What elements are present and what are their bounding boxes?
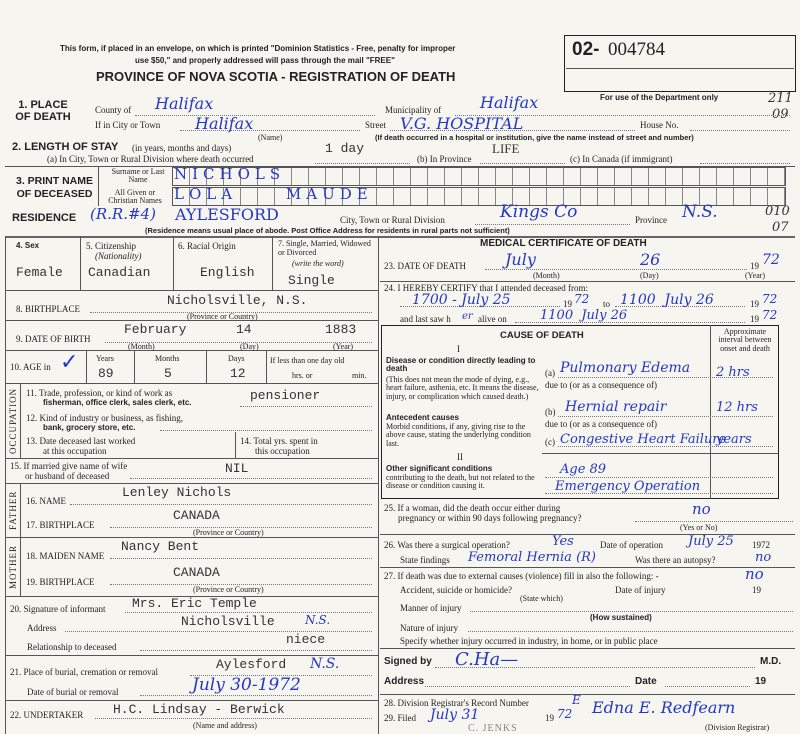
death-month: July <box>505 250 536 269</box>
pregnancy-label: 25. If a woman, did the death occur either during <box>384 503 561 513</box>
length-of-stay-label: 2. LENGTH OF STAY <box>12 141 119 153</box>
interval-label: Approximate interval between onset and death <box>718 327 772 353</box>
year-hint: (Year) <box>745 271 766 280</box>
other-condition-1: Age 89 <box>560 462 607 477</box>
municipality-label: Municipality of <box>385 105 442 115</box>
birthplace-value: Nicholsville, N.S. <box>167 293 308 308</box>
manner-label: Manner of injury <box>400 603 462 613</box>
part-two-label: II <box>457 452 463 462</box>
total-years-label: 14. Total yrs. spent in <box>240 436 318 446</box>
findings-label: State findings <box>400 555 450 565</box>
last-worked-label: 13. Date deceased last worked <box>26 436 136 446</box>
residence-hint: (Residence means usual place of abode. Post Office Address for residents in rural parts not sufficient) <box>145 226 510 235</box>
last-saw-pronoun: er <box>462 311 473 322</box>
mother-birthplace: CANADA <box>173 565 220 580</box>
margin-code: 010 <box>765 204 790 219</box>
registration-prefix: 02- <box>572 39 600 60</box>
informant-address: Nicholsville <box>181 614 275 629</box>
due-to-label: due to (or as a consequence of) <box>545 380 657 390</box>
birthplace-label: 8. BIRTHPLACE <box>16 304 80 314</box>
operation-date-label: Date of operation <box>600 540 663 550</box>
state-which-hint: (State which) <box>520 594 563 603</box>
attended-to-year: 72 <box>762 292 778 306</box>
stay-city-label: (a) In City, Town or Rural Division where death occurred <box>47 154 254 164</box>
month-hint: (Month) <box>128 342 155 351</box>
alive-year: 72 <box>762 308 778 322</box>
pregnancy-label-2: pregnancy or within 90 days following pregnancy? <box>398 513 582 523</box>
marital-status-label: 7. Single, Married, Widowed or Divorced <box>278 239 371 257</box>
due-to-label: due to (or as a consequence of) <box>545 419 657 429</box>
surgery-label: 26. Was there a surgical operation? <box>384 540 510 550</box>
yes-no-hint: (Yes or No) <box>680 523 718 532</box>
nature-label: Nature of injury <box>400 623 458 633</box>
operation-year: 1972 <box>752 540 770 550</box>
county-label: County of <box>95 105 132 115</box>
form-title: PROVINCE OF NOVA SCOTIA - REGISTRATION OF DEATH <box>96 69 456 84</box>
surname-label: Surname or Last Name <box>111 167 165 184</box>
autopsy-value: no <box>755 550 772 565</box>
age-days: 12 <box>230 366 246 381</box>
antecedent-label: Antecedent causes <box>386 413 459 422</box>
hrs-label: hrs. or <box>292 371 313 380</box>
direct-cause-hint: (This does not mean the mode of dying, e.g., heart failure, asthenia, etc. It means the disease, injury, or complication which caused death.) <box>386 375 539 401</box>
year-hint: (Year) <box>333 342 354 351</box>
industry-label: 12. Kind of industry or business, as fishing, <box>26 413 183 423</box>
age-years: 89 <box>98 366 114 381</box>
citizenship-hint: (Nationality) <box>95 251 142 261</box>
length-of-stay-hint: (in years, months and days) <box>132 143 232 153</box>
marital-status-hint: (write the word) <box>292 259 344 268</box>
day-hint: (Day) <box>240 342 259 351</box>
external-causes-value: no <box>745 565 764 583</box>
how-sustained-hint: (How sustained) <box>590 613 652 622</box>
city-value: Halifax <box>195 114 254 133</box>
attended-from: 1700 - July 25 <box>412 292 511 308</box>
external-causes-label: 27. If death was due to external causes (violence) fill in also the following: - <box>384 571 659 581</box>
industry-label-examples: bank, grocery store, etc. <box>43 423 136 432</box>
trade-value: pensioner <box>250 388 321 403</box>
citizenship-label: 5. Citizenship <box>86 241 136 251</box>
attended-to: 1100 July 26 <box>620 292 714 308</box>
mother-maiden-name: Nancy Bent <box>121 539 200 554</box>
pregnancy-value: no <box>692 500 711 518</box>
province-hint: (Province or Country) <box>193 528 264 537</box>
md-label: M.D. <box>760 656 782 667</box>
residence-no: (R.R.#4) <box>90 205 156 223</box>
other-conditions-hint: contributing to the death, but not related to the disease or condition causing it. <box>386 473 535 491</box>
sex-label: 4. Sex <box>16 241 40 250</box>
burial-date: July 30-1972 <box>192 675 301 695</box>
spouse-label: 15. If married give name of wife <box>10 461 128 471</box>
burial-place: Aylesford <box>216 657 287 672</box>
city-label: If in City or Town <box>95 120 161 130</box>
less-than-day-label: If less than one day old <box>270 356 345 365</box>
relationship-value: niece <box>286 632 326 647</box>
accident-label: Accident, suicide or homicide? <box>400 585 512 595</box>
father-name: Lenley Nichols <box>122 485 232 500</box>
specify-label: Specify whether injury occurred in industry, in home, or in public place <box>400 636 658 646</box>
province-hint: (Province or Country) <box>193 585 264 594</box>
spouse-value: NIL <box>225 461 249 476</box>
undertaker-value: H.C. Lindsay - Berwick <box>113 702 285 717</box>
filed-year: 72 <box>557 707 573 721</box>
findings-value: Femoral Hernia (R) <box>468 550 597 565</box>
surname-value: NICHOLS <box>174 165 286 183</box>
racial-origin-label: 6. Racial Origin <box>178 241 236 251</box>
burial-date-label: Date of burial or removal <box>27 687 119 697</box>
father-birthplace-label: 17. BIRTHPLACE <box>26 520 95 530</box>
last-worked-label-2: at this occupation <box>43 446 107 456</box>
physician-signature: C.Ha— <box>455 649 519 670</box>
cause-c-interval: years <box>716 432 752 447</box>
antecedent-hint: Morbid conditions, if any, giving rise to the above cause, stating the underlying condition last. <box>386 422 531 448</box>
other-conditions-label: Other significant conditions <box>386 464 493 473</box>
cause-a-interval: 2 hrs <box>716 365 750 380</box>
cause-c-value: Congestive Heart Failure <box>560 432 727 447</box>
days-label: Days <box>228 354 245 363</box>
months-label: Months <box>155 354 180 363</box>
margin-code: 211 <box>768 91 793 106</box>
medical-certificate-title: MEDICAL CERTIFICATE OF DEATH <box>480 238 647 249</box>
father-side-label: FATHER <box>8 490 18 530</box>
dob-day: 14 <box>236 322 252 337</box>
cause-b-value: Hernial repair <box>565 399 667 415</box>
cause-of-death-title: CAUSE OF DEATH <box>500 330 584 341</box>
certify-label: 24. I HEREBY CERTIFY that I attended deceased from: <box>384 283 588 293</box>
other-condition-2: Emergency Operation <box>555 479 701 494</box>
dob-month: February <box>124 322 187 337</box>
cause-b-interval: 12 hrs <box>716 400 758 415</box>
date-label: Date <box>635 676 657 687</box>
marital-status-value: Single <box>288 273 335 288</box>
date-of-death-label: 23. DATE OF DEATH <box>384 261 466 271</box>
informant-name: Mrs. Eric Temple <box>132 596 257 611</box>
burial-place-label: 21. Place of burial, cremation or removal <box>10 667 158 677</box>
province-hint: (Province or Country) <box>187 312 258 321</box>
informant-address-province: N.S. <box>305 613 331 627</box>
street-label: Street <box>365 120 386 130</box>
hospital-hint: (If death occurred in a hospital or institution, give the name instead of street and number) <box>375 133 694 142</box>
county-value: Halifax <box>155 94 214 113</box>
registrar-signature: Edna E. Redfearn <box>592 698 736 717</box>
cause-a-label: (a) <box>545 368 555 378</box>
undertaker-label: 22. UNDERTAKER <box>10 710 84 720</box>
residence-label: RESIDENCE <box>12 212 77 224</box>
stay-canada-label: (c) In Canada (if immigrant) <box>570 154 673 164</box>
check-mark-icon: ✓ <box>60 350 79 375</box>
house-no-label: House No. <box>640 120 679 130</box>
margin-code: 07 <box>772 220 789 235</box>
alive-year-prefix: 19 <box>750 314 759 324</box>
father-birthplace: CANADA <box>173 508 220 523</box>
father-name-label: 16. NAME <box>26 496 66 506</box>
mother-birthplace-label: 19. BIRTHPLACE <box>26 577 95 587</box>
address-label: Address <box>384 676 425 687</box>
racial-origin-value: English <box>200 265 255 280</box>
direct-cause-label: Disease or condition directly leading to death <box>386 356 536 374</box>
registration-number: 004784 <box>608 39 665 60</box>
occupation-side-label: OCCUPATION <box>8 387 18 454</box>
spouse-label-2: or husband of deceased <box>25 471 110 481</box>
given-names-value: LOLA MAUDE <box>174 185 373 203</box>
operation-date: July 25 <box>688 534 734 549</box>
day-hint: (Day) <box>640 271 659 280</box>
mother-name-label: 18. MAIDEN NAME <box>26 551 105 561</box>
sex-value: Female <box>16 265 63 280</box>
margin-code: 09 <box>772 107 789 122</box>
stay-province-value: LIFE <box>492 141 520 156</box>
relationship-label: Relationship to deceased <box>27 642 117 652</box>
alive-on-date: 1100 July 26 <box>540 308 628 323</box>
street-value: V.G. HOSPITAL <box>400 114 524 133</box>
part-one-label: I <box>457 344 460 354</box>
record-number-label: 28. Division Registrar's Record Number <box>384 698 529 708</box>
last-saw-label: and last saw h <box>400 314 451 324</box>
injury-date-label: Date of injury <box>615 585 666 595</box>
signed-by-label: Signed by <box>384 656 432 667</box>
given-names-label: All Given or Christian Names <box>108 188 162 205</box>
residence-city-label: City, Town or Rural Division <box>340 215 445 225</box>
death-year: 72 <box>762 252 780 268</box>
month-hint: (Month) <box>533 271 560 280</box>
surgery-value: Yes <box>552 534 574 549</box>
department-only-note: For use of the Department only <box>600 93 719 102</box>
trade-label: 11. Trade, profession, or kind of work as <box>26 388 173 398</box>
mother-side-label: MOTHER <box>8 545 18 589</box>
print-name-label: 3. PRINT NAME OF DECEASED <box>15 175 93 200</box>
date-of-birth-label: 9. DATE OF BIRTH <box>16 334 91 344</box>
residence-province-label: Province <box>635 215 667 225</box>
age-label: 10. AGE in <box>10 362 51 372</box>
residence-city: Kings Co <box>500 202 578 222</box>
cause-c-label: (c) <box>545 437 555 447</box>
undertaker-hint: (Name and address) <box>193 721 257 730</box>
place-of-death-label: 1. PLACE OF DEATH <box>15 99 71 123</box>
mail-notice-line2: use $50," and properly addressed will pass through the mail "FREE" <box>135 56 395 65</box>
death-day: 26 <box>640 250 661 269</box>
alive-on-label: alive on <box>478 314 507 324</box>
division-registrar-hint: (Division Registrar) <box>705 723 770 732</box>
filed-date: July 31 <box>430 707 480 723</box>
filed-year-prefix: 19 <box>545 713 554 723</box>
injury-year: 19 <box>752 585 761 595</box>
dob-year: 1883 <box>325 322 357 337</box>
name-hint: (Name) <box>258 133 283 142</box>
stay-city-value: 1 day <box>325 141 365 156</box>
years-label: Years <box>96 354 114 363</box>
residence-province: N.S. <box>682 202 718 222</box>
informant-label: 20. Signature of informant <box>10 604 106 614</box>
municipality-value: Halifax <box>480 93 539 112</box>
attended-from-year: 72 <box>574 292 590 306</box>
residence-street: AYLESFORD <box>175 205 279 224</box>
age-months: 5 <box>164 366 172 381</box>
trade-label-examples: fisherman, office clerk, sales clerk, etc. <box>43 398 192 407</box>
attended-from-year-prefix: 19 <box>563 299 572 309</box>
signature-year: 19 <box>755 676 767 687</box>
cause-a-value: Pulmonary Edema <box>560 360 691 376</box>
record-number: E <box>572 693 581 707</box>
registrar-stamp: C. JENKS <box>468 723 518 734</box>
filed-label: 29. Filed <box>384 713 417 723</box>
cause-b-label: (b) <box>545 407 556 417</box>
stay-province-label: (b) In Province <box>417 154 472 164</box>
min-label: min. <box>352 371 367 380</box>
attended-to-year-prefix: 19 <box>750 299 759 309</box>
mail-notice-line1: This form, if placed in an envelope, on which is printed "Dominion Statistics - Free, penalty for improper <box>60 44 456 53</box>
total-years-label-2: this occupation <box>255 446 310 456</box>
burial-province: N.S. <box>310 656 340 672</box>
autopsy-label: Was there an autopsy? <box>635 555 716 565</box>
informant-address-label: Address <box>27 623 57 633</box>
death-year-prefix: 19 <box>750 261 759 271</box>
citizenship-value: Canadian <box>88 265 151 280</box>
to-label: to <box>603 299 611 309</box>
